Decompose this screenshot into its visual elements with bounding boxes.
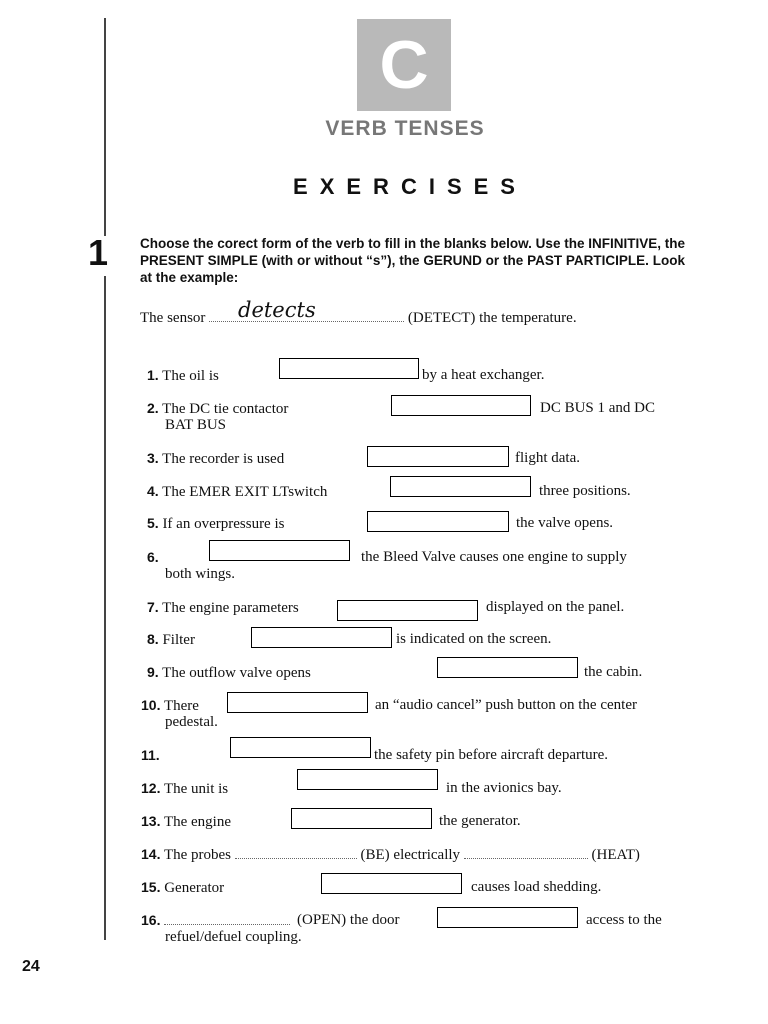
answer-blank-6[interactable] [209,540,350,561]
list-item: 15. Generator [141,879,225,896]
answer-blank-13[interactable] [291,808,432,829]
list-item: 2. The DC tie contactor [147,400,289,417]
list-item: 14. The probes (BE) electrically (HEAT) [141,846,640,863]
example-answer: detects [238,298,316,322]
answer-blank-4[interactable] [390,476,531,497]
list-item: 6. [147,549,159,565]
answer-blank-11[interactable] [230,737,371,758]
answer-blank-7[interactable] [337,600,478,621]
answer-blank-5[interactable] [367,511,509,532]
list-item: 3. The recorder is used [147,450,285,467]
exercise-number: 1 [88,232,109,273]
example-line [140,309,577,327]
list-item: 11. [141,747,160,763]
answer-blank-16[interactable] [437,907,578,928]
exercise-instructions: Choose the corect form of the verb to fill in the blanks below. Use the INFINITIVE, the PRESENT SIMPLE (with or without “s”), the GERUND or the PAST PARTICIPLE. Look at the example: [140,236,685,285]
answer-blank-9[interactable] [437,657,578,678]
margin-rule [104,18,106,940]
list-item: 16. [141,911,290,930]
answer-blank-1[interactable] [279,358,419,379]
list-item: 8. Filter [147,631,195,648]
page-number: 24 [22,958,40,975]
list-item: 9. The outflow valve opens [147,664,311,681]
chapter-title: VERB TENSES [325,117,485,140]
example-before: The sensor [140,310,206,326]
section-title: EXERCISES [293,174,527,199]
list-item: 10. There [141,697,199,714]
answer-blank-10[interactable] [227,692,368,713]
list-item: 4. The EMER EXIT LTswitch [147,483,328,500]
chapter-letter: C [379,27,429,103]
answer-blank-3[interactable] [367,446,509,467]
answer-blank-15[interactable] [321,873,462,894]
answer-blank-12[interactable] [297,769,438,790]
list-item: 5. If an overpressure is [147,515,285,532]
answer-blank-2[interactable] [391,395,531,416]
answer-blank-8[interactable] [251,627,392,648]
list-item: 1. The oil is [147,367,219,384]
list-item: 7. The engine parameters [147,599,299,616]
list-item: 13. The engine [141,813,232,830]
list-item: 12. The unit is [141,780,229,797]
example-after: (DETECT) the temperature. [407,310,577,326]
